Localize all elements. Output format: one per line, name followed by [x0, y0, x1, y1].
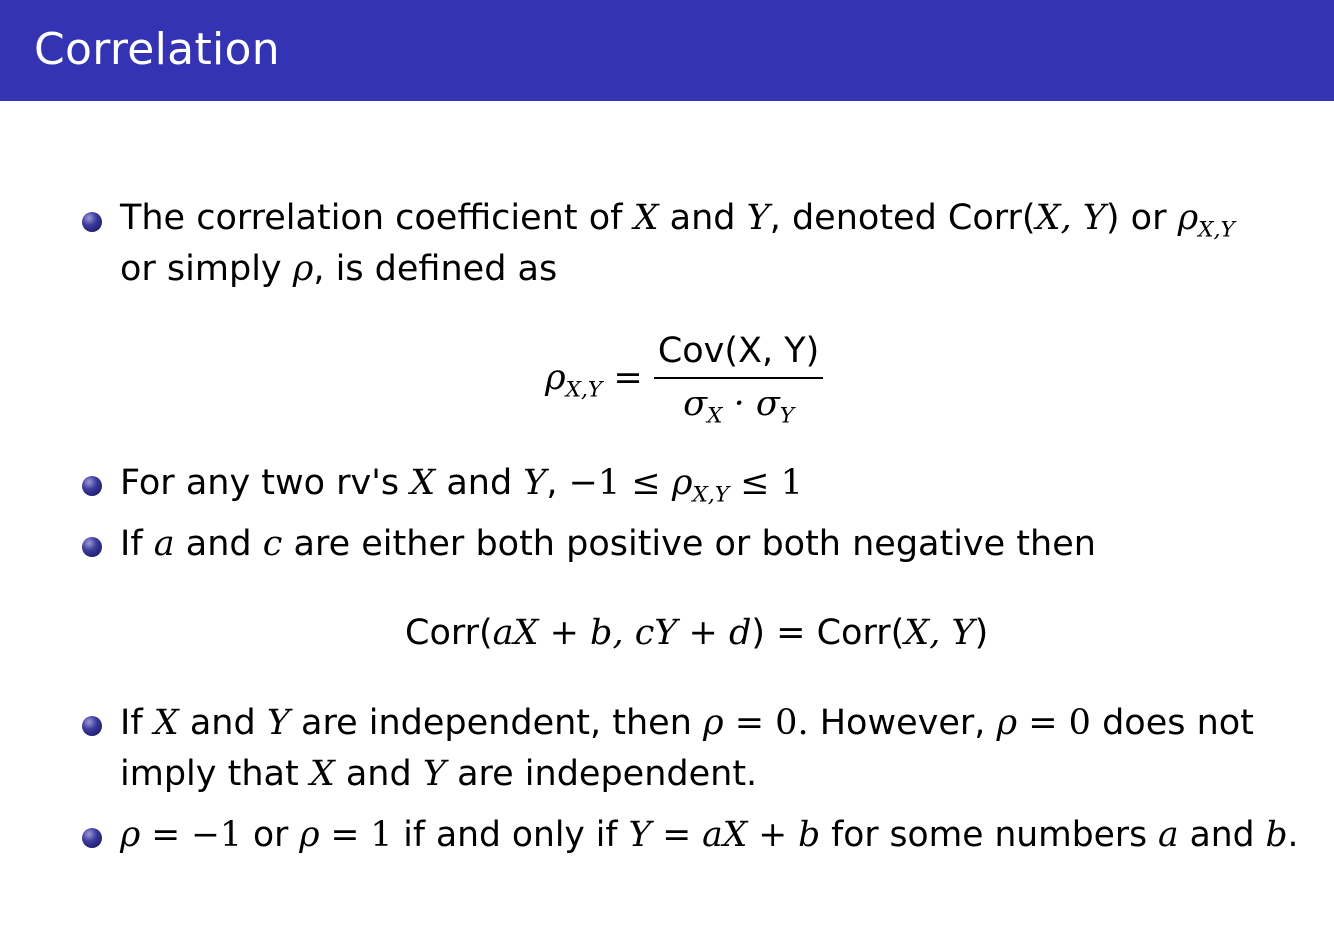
slide-title: Correlation [34, 24, 280, 75]
title-bar [0, 0, 1334, 101]
fraction-denominator: $\sigma_X \cdot \sigma_Y$ [654, 377, 823, 427]
fraction-numerator: Cov(X, Y) [657, 331, 820, 371]
bullet-3: If a and c are either both positive or both negative then [120, 524, 1096, 564]
bullet-4-line-2: imply that X and Y are independent. [120, 754, 758, 794]
bullet-4-line-1: If X and Y are independent, then ρ = 0. However, ρ = 0 does not [120, 703, 1254, 743]
bullet-marker [82, 212, 102, 232]
bullet-1-line-1: The correlation coefficient of X and Y, denoted Corr(X, Y) or $\rho_{X,Y}$ [120, 198, 1235, 243]
bullet-5: ρ = −1 or ρ = 1 if and only if Y = aX + b for some numbers a and b. [120, 815, 1299, 855]
bullet-1-line-2: or simply ρ, is defined as [120, 249, 558, 289]
bullet-marker [82, 716, 102, 736]
bullet-2: For any two rv's X and Y, $-1 \le \rho_{X,Y} \le 1$ [120, 463, 803, 508]
bullet-marker [82, 828, 102, 848]
correlation-formula: $\rho_{X,Y}$ = $\frac{\text{Cov(X, Y)}}{\sigma_X \cdot \sigma_Y}$ [545, 334, 823, 427]
bullet-marker [82, 537, 102, 557]
linear-transform-formula: Corr(aX + b, cY + d) = Corr(X, Y) [405, 613, 989, 653]
bullet-marker [82, 476, 102, 496]
fraction [654, 331, 823, 429]
